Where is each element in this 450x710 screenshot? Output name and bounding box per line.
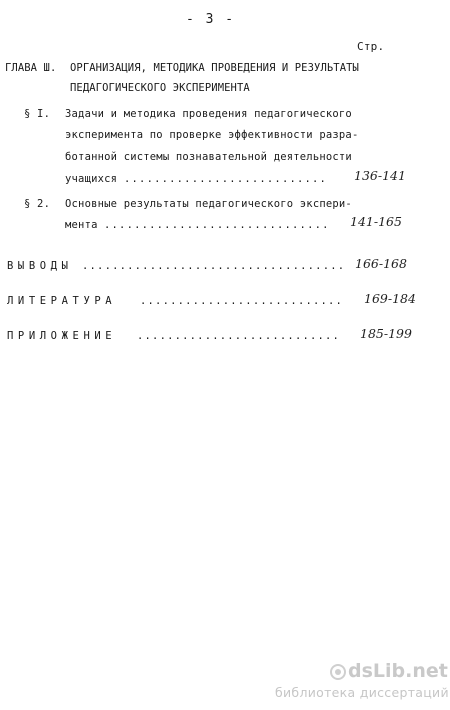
watermark-subtitle: библиотека диссертаций xyxy=(275,685,449,700)
chapter-title-line-1: ОРГАНИЗАЦИЯ, МЕТОДИКА ПРОВЕДЕНИЯ И РЕЗУЛЬТАТЫ xyxy=(70,62,359,74)
conclusions-leader-dots: ................................... xyxy=(82,260,346,272)
section-2-leader-dots: .............................. xyxy=(104,219,330,231)
dslib-logo-icon xyxy=(330,664,346,680)
section-2-line-1: Основные результаты педагогического экспери- xyxy=(65,198,352,210)
conclusions-pages: 166-168 xyxy=(355,256,407,271)
section-1-marker: § I. xyxy=(24,108,51,120)
appendix-pages: 185-199 xyxy=(360,326,412,341)
section-2-line-2: мента xyxy=(65,219,98,231)
page-number: - 3 - xyxy=(186,12,236,27)
section-1-line-3: ботанной системы познавательной деятельности xyxy=(65,151,352,163)
appendix-leader-dots: ........................... xyxy=(137,330,341,342)
page-column-header: Стр. xyxy=(357,40,385,53)
section-1-line-4: учащихся xyxy=(65,173,118,185)
watermark-logo-text: dsLib.net xyxy=(348,660,448,682)
section-2-pages: 141-165 xyxy=(350,214,402,229)
section-1-pages: 136-141 xyxy=(354,168,406,183)
chapter-label: ГЛАВА Ш. xyxy=(5,62,57,74)
section-1-line-1: Задачи и методика проведения педагогического xyxy=(65,108,352,120)
literature-pages: 169-184 xyxy=(364,291,416,306)
literature-leader-dots: ........................... xyxy=(140,295,344,307)
section-1-line-2: эксперимента по проверке эффективности разра- xyxy=(65,129,359,141)
chapter-title-line-2: ПЕДАГОГИЧЕСКОГО ЭКСПЕРИМЕНТА xyxy=(70,82,250,94)
section-1-leader-dots: ........................... xyxy=(124,173,328,185)
appendix-label: ПРИЛОЖЕНИЕ xyxy=(7,330,117,342)
conclusions-label: ВЫВОДЫ xyxy=(7,260,73,272)
literature-label: ЛИТЕРАТУРА xyxy=(7,295,117,307)
section-2-marker: § 2. xyxy=(24,198,51,210)
